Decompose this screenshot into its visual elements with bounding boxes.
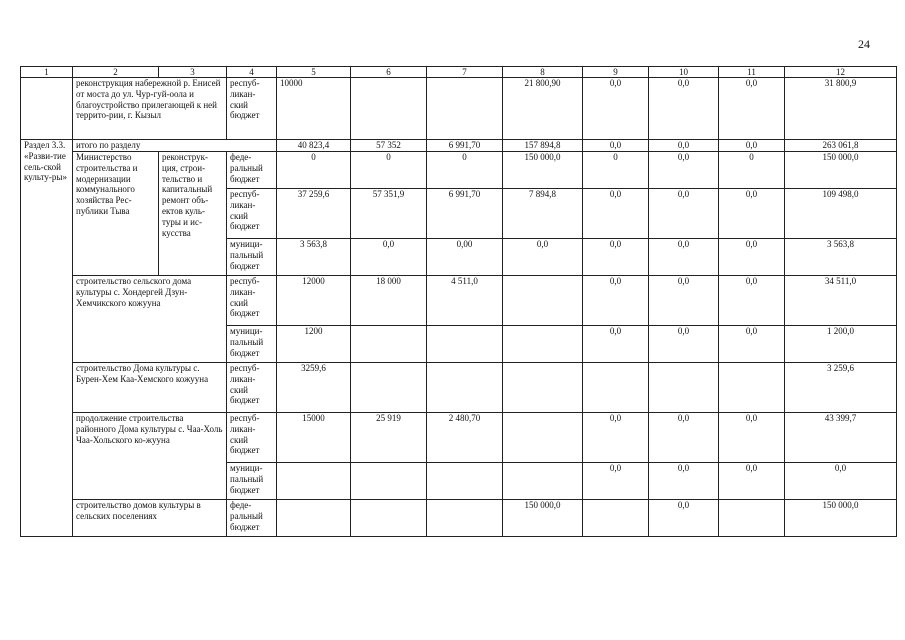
col-header: 3 — [159, 67, 227, 78]
page-number: 24 — [858, 37, 870, 51]
column-number-row — [21, 67, 897, 78]
value-cell — [503, 413, 583, 463]
value-cell: 37 259,6 — [277, 189, 351, 239]
budget-type: респуб-ликан-ский бюджет — [227, 413, 277, 463]
value-cell: 0,0 — [649, 189, 719, 239]
value-cell: 6 991,70 — [427, 140, 503, 152]
budget-type: феде-ральный бюджет — [227, 152, 277, 189]
value-cell: 0,0 — [785, 463, 897, 500]
value-cell: 0,0 — [583, 326, 649, 363]
value-cell: 0,0 — [719, 276, 785, 326]
value-cell: 3 259,6 — [785, 363, 897, 413]
value-cell: 25 919 — [351, 413, 427, 463]
value-cell: 0,0 — [719, 140, 785, 152]
value-cell: 263 061,8 — [785, 140, 897, 152]
value-cell — [277, 500, 351, 537]
budget-type: муници-пальный бюджет — [227, 326, 277, 363]
budget-type: респуб-ликан-ский бюджет — [227, 189, 277, 239]
budget-type: респуб-ликан-ский бюджет — [227, 363, 277, 413]
value-cell — [719, 500, 785, 537]
budget-type: респуб-ликан-ский бюджет — [227, 276, 277, 326]
value-cell: 0,0 — [583, 78, 649, 140]
col-header: 10 — [649, 67, 719, 78]
col-header: 11 — [719, 67, 785, 78]
value-cell: 0,0 — [719, 78, 785, 140]
col-header: 7 — [427, 67, 503, 78]
value-cell: 31 800,9 — [785, 78, 897, 140]
col-header: 1 — [21, 67, 73, 78]
budget-table — [20, 66, 897, 537]
value-cell: 0,0 — [649, 500, 719, 537]
value-cell — [583, 363, 649, 413]
table-row — [21, 500, 897, 537]
value-cell — [503, 276, 583, 326]
value-cell — [427, 363, 503, 413]
value-cell: 0,0 — [649, 140, 719, 152]
value-cell — [427, 500, 503, 537]
value-cell: 150 000,0 — [785, 152, 897, 189]
project-name: строительство домов культуры в сельских поселениях — [73, 500, 227, 537]
value-cell: 3 563,8 — [277, 239, 351, 276]
budget-type: феде-ральный бюджет — [227, 500, 277, 537]
budget-type: муници-пальный бюджет — [227, 463, 277, 500]
value-cell: 150 000,0 — [785, 500, 897, 537]
value-cell: 40 823,4 — [277, 140, 351, 152]
col-header: 5 — [277, 67, 351, 78]
value-cell: 0,0 — [583, 463, 649, 500]
col-header: 8 — [503, 67, 583, 78]
value-cell — [503, 326, 583, 363]
table-row — [21, 413, 897, 463]
value-cell: 0,0 — [649, 326, 719, 363]
value-cell: 0,0 — [583, 239, 649, 276]
project-name: строительство Дома культуры с. Бурен-Хем Каа-Хемского кожууна — [73, 363, 227, 413]
value-cell: 109 498,0 — [785, 189, 897, 239]
value-cell: 43 399,7 — [785, 413, 897, 463]
table-row — [21, 363, 897, 413]
value-cell: 34 511,0 — [785, 276, 897, 326]
value-cell — [351, 500, 427, 537]
table-row — [21, 152, 897, 189]
budget-type: респуб-ликан-ский бюджет — [227, 78, 277, 140]
value-cell: 0,0 — [719, 463, 785, 500]
value-cell — [719, 363, 785, 413]
value-cell — [351, 78, 427, 140]
col-header: 2 — [73, 67, 159, 78]
value-cell: 0,0 — [583, 140, 649, 152]
value-cell — [277, 463, 351, 500]
value-cell: 0,0 — [351, 239, 427, 276]
table-row — [21, 78, 897, 140]
organization-name: Министерство строительства и модернизации коммунального хозяйства Рес-публики Тыва — [73, 152, 159, 276]
value-cell: 7 894,8 — [503, 189, 583, 239]
budget-type: муници-пальный бюджет — [227, 239, 277, 276]
value-cell — [351, 326, 427, 363]
value-cell: 6 991,70 — [427, 189, 503, 239]
value-cell: 157 894,8 — [503, 140, 583, 152]
value-cell: 4 511,0 — [427, 276, 503, 326]
value-cell — [583, 500, 649, 537]
value-cell — [427, 463, 503, 500]
table-row — [21, 276, 897, 326]
value-cell: 0,0 — [719, 326, 785, 363]
value-cell: 0 — [351, 152, 427, 189]
value-cell — [503, 363, 583, 413]
project-name: строительство сельского дома культуры с. Хондергей Дзун-Хемчикского кожууна — [73, 276, 227, 363]
value-cell: 0,0 — [503, 239, 583, 276]
total-label: итого по разделу — [73, 140, 277, 152]
value-cell: 0,0 — [719, 239, 785, 276]
value-cell: 0 — [719, 152, 785, 189]
project-name: реконструкция набережной р. Енисей от моста до ул. Чур-гуй-оола и благоустройство прилегающей к ней террито-рии, г. Кызыл — [73, 78, 227, 140]
value-cell — [351, 363, 427, 413]
col-header: 6 — [351, 67, 427, 78]
value-cell: 0,0 — [719, 189, 785, 239]
col-header: 9 — [583, 67, 649, 78]
value-cell: 0 — [277, 152, 351, 189]
section-label: Раздел 3.3. «Разви-тие сель-ской культу-ры» — [21, 140, 73, 537]
value-cell: 0,00 — [427, 239, 503, 276]
project-name: продолжение строительства районного Дома культуры с. Чаа-Холь Чаа-Хольского ко-жууна — [73, 413, 227, 500]
value-cell: 0,0 — [583, 276, 649, 326]
value-cell: 0,0 — [649, 276, 719, 326]
value-cell: 0,0 — [649, 239, 719, 276]
value-cell: 0,0 — [649, 413, 719, 463]
col-header: 12 — [785, 67, 897, 78]
value-cell: 1 200,0 — [785, 326, 897, 363]
value-cell: 3 563,8 — [785, 239, 897, 276]
value-cell: 2 480,70 — [427, 413, 503, 463]
value-cell: 1200 — [277, 326, 351, 363]
value-cell: 0,0 — [649, 463, 719, 500]
empty-cell — [21, 78, 73, 140]
value-cell: 0,0 — [649, 152, 719, 189]
value-cell: 0,0 — [583, 413, 649, 463]
activity-name: реконструк-ция, строи-тельство и капитальный ремонт объ-ектов куль-туры и ис-кусства — [159, 152, 227, 276]
value-cell: 0,0 — [583, 189, 649, 239]
value-cell: 150 000,0 — [503, 152, 583, 189]
value-cell: 12000 — [277, 276, 351, 326]
value-cell: 3259,6 — [277, 363, 351, 413]
value-cell: 150 000,0 — [503, 500, 583, 537]
total-row — [21, 140, 897, 152]
value-cell — [649, 363, 719, 413]
value-cell — [427, 326, 503, 363]
col-header: 4 — [227, 67, 277, 78]
value-cell: 10000 — [277, 78, 351, 140]
value-cell: 0,0 — [649, 78, 719, 140]
value-cell: 0 — [427, 152, 503, 189]
value-cell: 21 800,90 — [503, 78, 583, 140]
value-cell — [351, 463, 427, 500]
value-cell — [427, 78, 503, 140]
value-cell: 0,0 — [719, 413, 785, 463]
value-cell: 15000 — [277, 413, 351, 463]
value-cell: 18 000 — [351, 276, 427, 326]
value-cell: 57 351,9 — [351, 189, 427, 239]
value-cell: 0 — [583, 152, 649, 189]
value-cell — [503, 463, 583, 500]
value-cell: 57 352 — [351, 140, 427, 152]
